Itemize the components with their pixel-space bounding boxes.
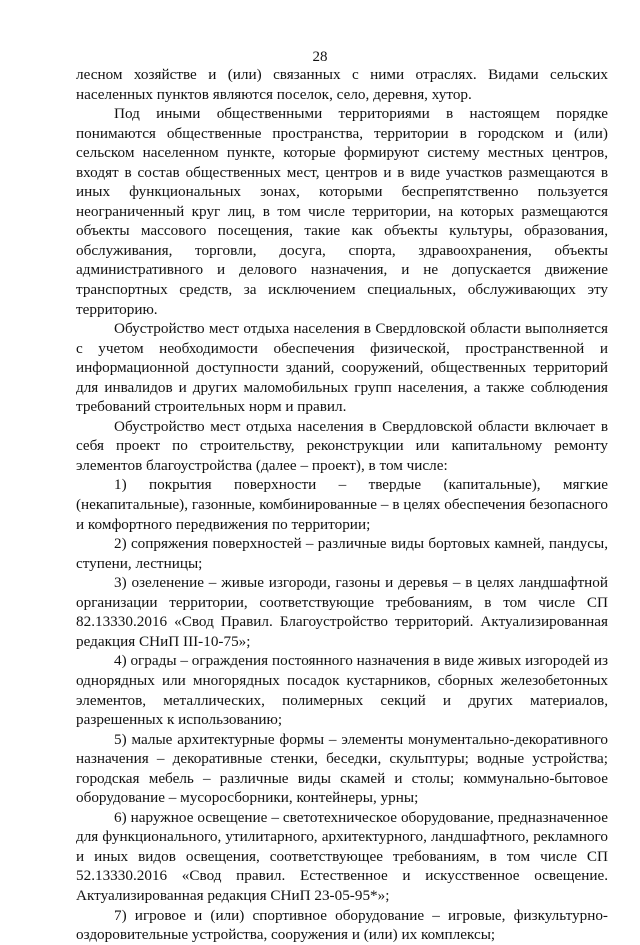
list-item-play-sports-equipment: 7) игровое и (или) спортивное оборудование – игровые, физкультурно-оздоровительные устройства, сооружения и (или) их комплексы; — [76, 906, 608, 944]
paragraph-continuation: лесном хозяйстве и (или) связанных с ними отраслях. Видами сельских населенных пунктов являются поселок, село, деревня, хутор. — [76, 66, 608, 103]
list-item-landscaping: 3) озеленение – живые изгороди, газоны и деревья – в целях ландшафтной организации территории, соответствующие требованиям, в том числе СП 82.13330.2016 «Свод Правил. Благоустройство территорий. Актуализированная редакция СНиП III-10-75»; — [76, 574, 608, 650]
document-body — [76, 65, 608, 945]
list-item-outdoor-lighting: 6) наружное освещение – светотехническое оборудование, предназначенное для функционального, утилитарного, архитектурного, ландшафтного, рекламного и иных видов освещения, соответствующее требованиям, в том числе СП 52.13330.2016 «Свод правил. Естественное и искусственное освещение. Актуализированная редакция СНиП 23-05-95*»; — [76, 808, 608, 904]
paragraph-public-territories: Под иными общественными территориями в настоящем порядке понимаются общественные пространства, территории в городском и (или) сельском населенном пункте, которые формируют систему местных центров, входят в состав общественных мест, центров и в виде участков размещаются в иных функциональных зонах, которыми беспрепятственно пользуется неограниченный круг лиц, в том числе территории, на которых размещаются объекты массового посещения, такие как объекты культуры, образования, обслуживания, торговли, досуга, спорта, здравоохранения, объекты административного и делового назначения, и не допускается движение транспортных средств, за исключением специальных, обслуживающих эту территорию. — [76, 105, 608, 318]
paragraph-project-scope: Обустройство мест отдыха населения в Свердловской области включает в себя проект по строительству, реконструкции или капитальному ремонту элементов благоустройства (далее – проект), в том числе: — [76, 417, 608, 474]
list-item-surface-junctions: 2) сопряжения поверхностей – различные виды бортовых камней, пандусы, ступени, лестницы; — [76, 535, 608, 572]
list-item-surface-coverings: 1) покрытия поверхности – твердые (капитальные), мягкие (некапитальные), газонные, комбинированные – в целях обеспечения безопасного и комфортного передвижения по территории; — [76, 476, 608, 533]
list-item-small-architectural-forms: 5) малые архитектурные формы – элементы монументально-декоративного назначения – декоративные стенки, беседки, скульптуры; водные устройства; городская мебель – различные виды скамей и столы; коммунально-бытовое оборудование – мусоросборники, контейнеры, урны; — [76, 730, 608, 807]
paragraph-accessibility: Обустройство мест отдыха населения в Свердловской области выполняется с учетом необходимости обеспечения физической, пространственной и информационной доступности зданий, сооружений, общественных территорий для инвалидов и других маломобильных групп населения, а также соблюдения требований строительных норм и правил. — [76, 320, 608, 416]
list-item-fences: 4) ограды – ограждения постоянного назначения в виде живых изгородей из однорядных или многорядных посадок кустарников, сборных железобетонных элементов, металлических, полимерных секций и других материалов, разрешенных к использованию; — [76, 652, 608, 729]
page-number: 28 — [312, 49, 328, 65]
